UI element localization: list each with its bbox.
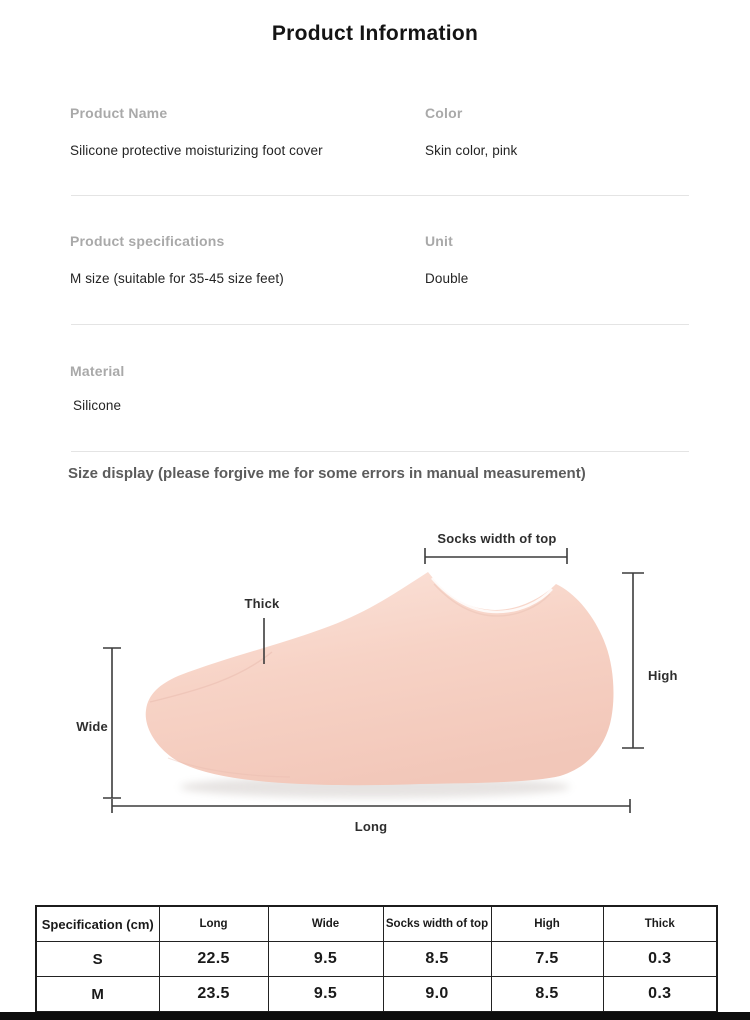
table-header-row — [36, 906, 717, 942]
cell-socks-width: 9.0 — [383, 977, 491, 1013]
table-row-size-m — [36, 977, 717, 1013]
product-name-value: Silicone protective moisturizing foot cover — [70, 143, 323, 158]
cell-size: S — [36, 942, 159, 977]
cell-thick: 0.3 — [603, 977, 717, 1013]
measure-line-long — [112, 799, 630, 813]
cell-high: 7.5 — [491, 942, 603, 977]
cell-long: 22.5 — [159, 942, 268, 977]
color-label: Color — [425, 105, 463, 121]
measure-line-socks-width — [425, 548, 567, 564]
unit-label: Unit — [425, 233, 454, 249]
cell-thick: 0.3 — [603, 942, 717, 977]
size-display-heading: Size display (please forgive me for some errors in manual measurement) — [68, 465, 586, 482]
cell-high: 8.5 — [491, 977, 603, 1013]
size-diagram — [0, 520, 750, 860]
col-header-specification: Specification (cm) — [36, 906, 159, 942]
specification-table — [35, 905, 718, 1013]
unit-value: Double — [425, 271, 469, 286]
cell-long: 23.5 — [159, 977, 268, 1013]
col-header-socks-width: Socks width of top — [383, 906, 491, 942]
col-header-high: High — [491, 906, 603, 942]
product-specifications-value: M size (suitable for 35-45 size feet) — [70, 271, 284, 286]
cell-wide: 9.5 — [268, 977, 383, 1013]
image-bottom-edge-bar — [0, 1012, 750, 1020]
cell-socks-width: 8.5 — [383, 942, 491, 977]
section-divider — [71, 451, 689, 452]
col-header-long: Long — [159, 906, 268, 942]
annotation-high: High — [648, 668, 678, 683]
cell-size: M — [36, 977, 159, 1013]
product-specifications-label: Product specifications — [70, 233, 225, 249]
material-label: Material — [70, 363, 125, 379]
section-divider — [71, 195, 689, 196]
annotation-wide: Wide — [76, 719, 108, 734]
col-header-thick: Thick — [603, 906, 717, 942]
color-value: Skin color, pink — [425, 143, 518, 158]
table-row-size-s — [36, 942, 717, 977]
col-header-wide: Wide — [268, 906, 383, 942]
measure-line-high — [622, 573, 644, 748]
section-divider — [71, 324, 689, 325]
annotation-socks-width-of-top: Socks width of top — [437, 531, 557, 546]
material-value: Silicone — [73, 398, 122, 413]
annotation-long: Long — [354, 819, 388, 834]
cell-wide: 9.5 — [268, 942, 383, 977]
page-title: Product Information — [271, 22, 479, 45]
product-name-label: Product Name — [70, 105, 168, 121]
annotation-thick: Thick — [244, 596, 280, 611]
